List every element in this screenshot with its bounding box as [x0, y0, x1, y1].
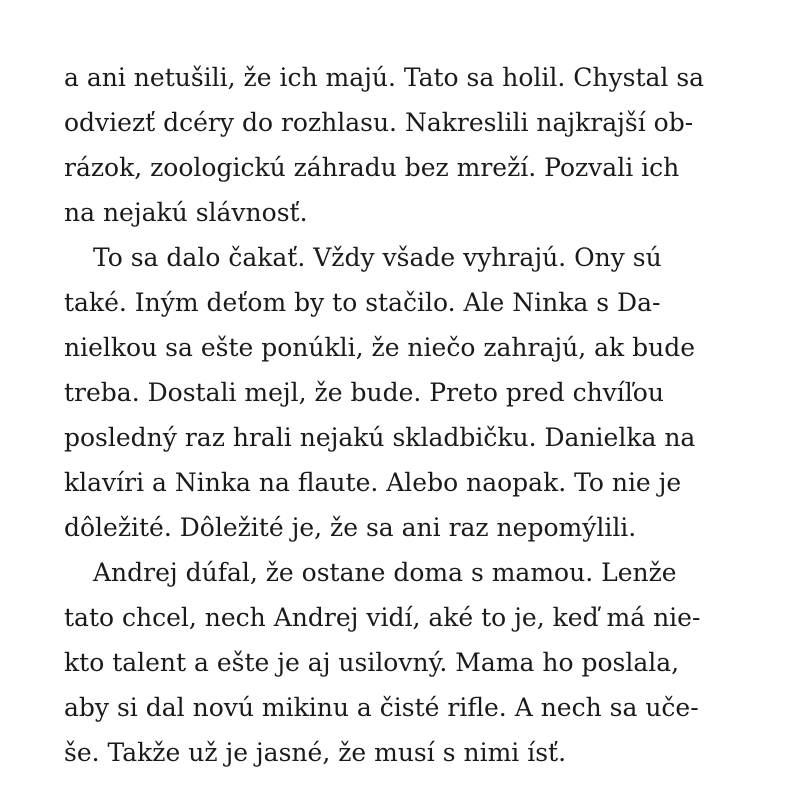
text-line: a ani netušili, že ich majú. Tato sa holil. Chystal sa: [64, 63, 705, 92]
text-line: tato chcel, nech Andrej vidí, aké to je, keď má nie-: [64, 603, 701, 632]
text-line: rázok, zoologickú záhradu bez mreží. Pozvali ich: [64, 153, 680, 182]
text-line: Andrej dúfal, že ostane doma s mamou. Lenže: [93, 558, 677, 587]
text-line: aby si dal novú mikinu a čisté rifle. A nech sa uče-: [64, 693, 699, 722]
text-line: odviezť dcéry do rozhlasu. Nakreslili najkrajší ob-: [64, 108, 694, 137]
text-line: To sa dalo čakať. Vždy všade vyhrajú. Ony sú: [93, 243, 662, 272]
text-line: še. Takže už je jasné, že musí s nimi ísť.: [64, 738, 567, 767]
text-line: posledný raz hrali nejakú skladbičku. Danielka na: [64, 423, 696, 452]
text-line: dôležité. Dôležité je, že sa ani raz nepomýlili.: [64, 513, 637, 542]
text-line: klavíri a Ninka na flaute. Alebo naopak. To nie je: [64, 468, 682, 497]
book-page-text: [64, 55, 744, 775]
text-line: nielkou sa ešte ponúkli, že niečo zahrajú, ak bude: [64, 333, 696, 362]
text-line: na nejakú slávnosť.: [64, 198, 308, 227]
text-line: kto talent a ešte je aj usilovný. Mama ho poslala,: [64, 648, 680, 677]
text-line: také. Iným deťom by to stačilo. Ale Ninka s Da-: [64, 288, 661, 317]
text-line: treba. Dostali mejl, že bude. Preto pred chvíľou: [64, 378, 664, 407]
